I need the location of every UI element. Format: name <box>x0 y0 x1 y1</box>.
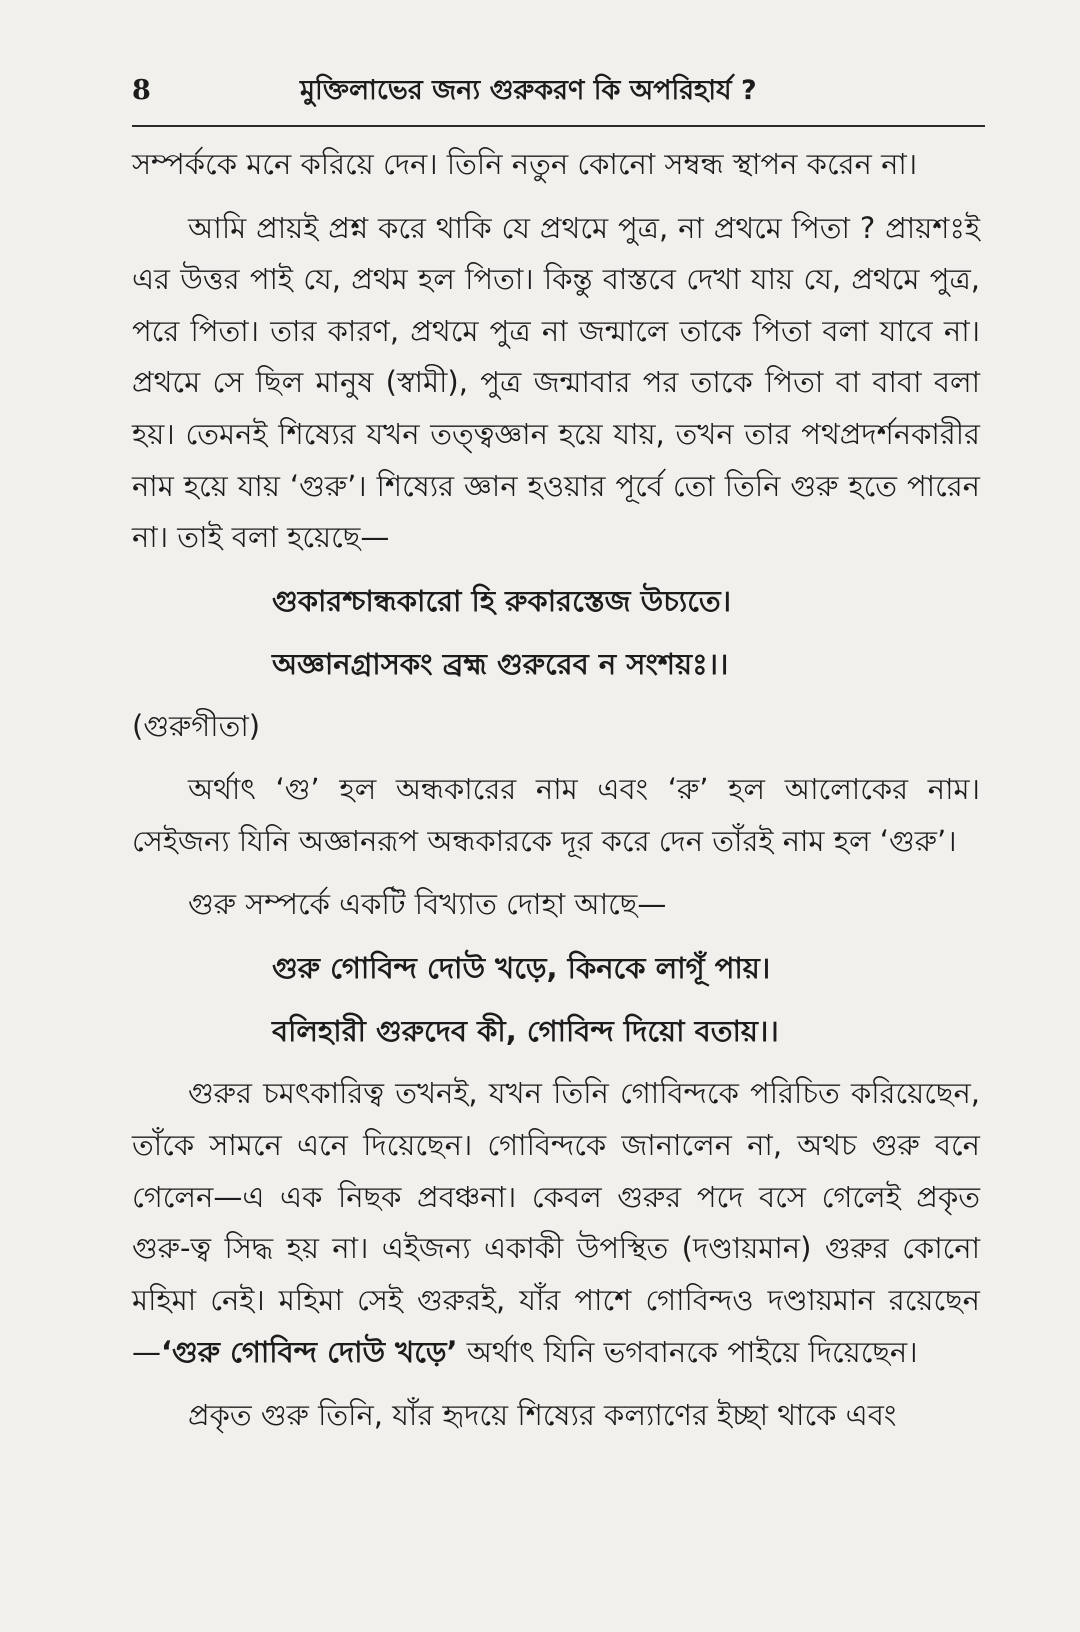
paragraph-5-text-b: অর্থাৎ যিনি ভগবানকে পাইয়ে দিয়েছেন। <box>457 1334 918 1369</box>
paragraph-5-text-a: গুরুর চমৎকারিত্ব তখনই, যখন তিনি গোবিন্দকে পরিচিত করিয়েছেন, তাঁকে সামনে এনে দিয়েছেন। গোবিন্দকে জানালেন না, অথচ গুরু বনে গেলেন—এ এক নিছক প্রবঞ্চনা। কেবল গুরুর পদে বসে গেলেই প্রকৃত গুরু-ত্ব সিদ্ধ হয় না। এইজন্য একাকী উপস্থিত (দণ্ডায়মান) গুরুর কোনো মহিমা নেই। মহিমা সেই গুরুরই, যাঁর পাশে গোবিন্দও দণ্ডায়মান রয়েছেন— <box>132 1076 980 1369</box>
verse-doha <box>132 943 980 1057</box>
verse-1-source: (গুরুগীতা) <box>132 709 261 744</box>
verse-1-line-2: অজ্ঞানগ্রাসকং ব্রহ্ম গুরুরেব ন সংশয়ঃ।। <box>272 646 729 681</box>
paragraph-3: অর্থাৎ ‘গু’ হল অন্ধকারের নাম এবং ‘রু’ হল আলোকের নাম। সেইজন্য যিনি অজ্ঞানরূপ অন্ধকারকে দূর করে দেন তাঁরই নাম হল ‘গুরু’। <box>132 772 980 858</box>
running-title: মুক্তিলাভের জন্য গুরুকরণ কি অপরিহার্য ? <box>300 75 757 106</box>
paragraph-4: গুরু সম্পর্কে একটি বিখ্যাত দোহা আছে— <box>188 887 667 922</box>
page-number: 8 <box>132 75 151 106</box>
verse-2-line-1: গুরু গোবিন্দ দোউ খড়ে, কিনকে লাগূঁ পায়। <box>272 950 771 985</box>
paragraph-6: প্রকৃত গুরু তিনি, যাঁর হৃদয়ে শিষ্যের কল্যাণের ইচ্ছা থাকে এবং <box>188 1398 897 1433</box>
verse-2-line-2: বলিহারী গুরুদেব কী, গোবিন্দ দিয়ো বতায়।। <box>272 1013 779 1048</box>
paragraph-5 <box>132 1068 980 1378</box>
page-header <box>132 70 985 127</box>
paragraph-5-quote: ‘গুরু গোবিন্দ দোউ খড়ে’ <box>161 1334 458 1369</box>
paragraph-1: সম্পর্ককে মনে করিয়ে দেন। তিনি নতুন কোনো সম্বন্ধ স্থাপন করেন না। <box>132 147 918 181</box>
page-content <box>132 139 980 1442</box>
paragraph-2: আমি প্রায়ই প্রশ্ন করে থাকি যে প্রথমে পুত্র, না প্রথমে পিতা ? প্রায়শঃই এর উত্তর পাই যে, প্রথম হল পিতা। কিন্তু বাস্তবে দেখা যায় যে, প্রথমে পুত্র, পরে পিতা। তার কারণ, প্রথমে পুত্র না জন্মালে তাকে পিতা বলা যাবে না। প্রথমে সে ছিল মানুষ (স্বামী), পুত্র জন্মাবার পর তাকে পিতা বা বাবা বলা হয়। তেমনই শিষ্যের যখন তত্ত্বজ্ঞান হয়ে যায়, তখন তার পথপ্রদর্শনকারীর নাম হয়ে যায় ‘গুরু’। শিষ্যের জ্ঞান হওয়ার পূর্বে তো তিনি গুরু হতে পারেন না। তাই বলা হয়েছে— <box>132 210 980 555</box>
verse-guru-gita <box>132 576 980 690</box>
verse-1-line-1: গুকারশ্চান্ধকারো হি রুকারস্তেজ উচ্যতে। <box>272 583 732 618</box>
